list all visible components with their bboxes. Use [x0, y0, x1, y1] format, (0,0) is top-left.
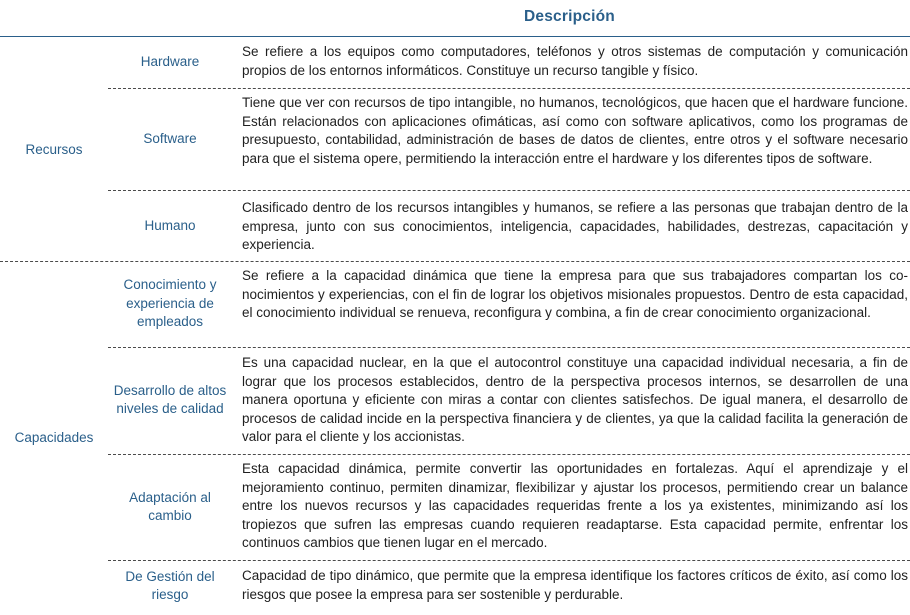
table-header	[0, 0, 910, 37]
column-header-descripcion: Descripción	[524, 8, 615, 25]
row-divider	[108, 190, 910, 191]
description-adaptacion: Esta capacidad dinámica, permite convertir las oportunidades en fortalezas. Aquí el aprendizaje y el mejoramiento continuo, permiten dinamizar, flexibilizar y ajustar los procesos, permitiendo crear un balance entre los nuevos recursos y las capacidades requeridas frente a los ya existentes, minimizando así los tropiezos que sufren las empresas cuando requieren readaptarse. Esta capacidad permite, enfrentar los continuos cambios que tienen lugar en el mercado.	[242, 461, 908, 550]
table-row	[108, 562, 910, 610]
table-row	[108, 349, 910, 451]
subcategory-conocimiento: Conocimiento y experiencia de empleados	[123, 277, 217, 330]
table-row	[108, 263, 910, 345]
table-row	[108, 192, 910, 260]
row-divider	[108, 454, 910, 455]
description-gestion-riesgo: Capacidad de tipo dinámico, que permite que la empresa identifique los factores críticos de éxito, así como los riesgos que posee la empresa para ser sostenible y perdurable.	[242, 568, 908, 602]
row-divider	[108, 560, 910, 561]
table-row	[108, 90, 910, 188]
subcategory-gestion-riesgo: De Gestión del riesgo	[125, 568, 215, 602]
description-hardware: Se refiere a los equipos como computadores, teléfonos y otros sistemas de computación y comunicación propios de los entornos informáticos. Constituye un recurso tangible y físico.	[242, 44, 908, 78]
category-recursos: Recursos	[25, 141, 83, 157]
table-row	[108, 456, 910, 558]
table-row	[108, 38, 910, 88]
subcategory-adaptacion: Adaptación al cambio	[129, 489, 211, 523]
row-divider	[108, 347, 910, 348]
subcategory-desarrollo: Desarrollo de altos niveles de calidad	[113, 382, 227, 416]
description-conocimiento: Se refiere a la capacidad dinámica que tiene la empresa para que sus trabajadores compartan los conocimientos y experiencias, con el fin de lograr los objetivos misionales propuestos. Dentro de esta capacidad, el conocimiento individual se renueva, reconfigura y combina, a fin de crear conocimiento organizacional.	[242, 268, 908, 320]
subcategory-humano: Humano	[144, 217, 196, 233]
row-divider	[108, 88, 910, 89]
description-desarrollo: Es una capacidad nuclear, en la que el autocontrol constituye una capacidad individual necesaria, a fin de lograr que los procesos establecidos, dentro de la perspectiva procesos internos, se desarrollen de una manera oportuna y eficiente con miras a contar con clientes satisfechos. De igual manera, el desarrollo de procesos de calidad incide en la perspectiva financiera y de clientes, ya que la calidad facilita la generación de valor para el cliente y los accionistas.	[242, 355, 908, 444]
description-software: Tiene que ver con recursos de tipo intangible, no humanos, tecnológicos, que hacen que el hardware funcione. Están relacionados con aplicaciones ofimáticas, así como con software aplicativos, como los programas de presupuesto, contabilidad, administración de bases de datos de clientes, entre otros y el software necesario para que el sistema opere, permitiendo la interacción entre el hardware y los diferentes tipos de software.	[242, 95, 908, 166]
section-divider	[0, 261, 910, 262]
description-humano: Clasificado dentro de los recursos intangibles y humanos, se refiere a las personas que trabajan dentro de la empresa, junto con sus conocimientos, inteligencia, capacidades, habilidades, destrezas, capacitación y experiencia.	[242, 200, 908, 252]
category-capacidades: Capacidades	[14, 429, 94, 445]
subcategory-hardware: Hardware	[140, 53, 200, 69]
subcategory-software: Software	[143, 130, 197, 146]
